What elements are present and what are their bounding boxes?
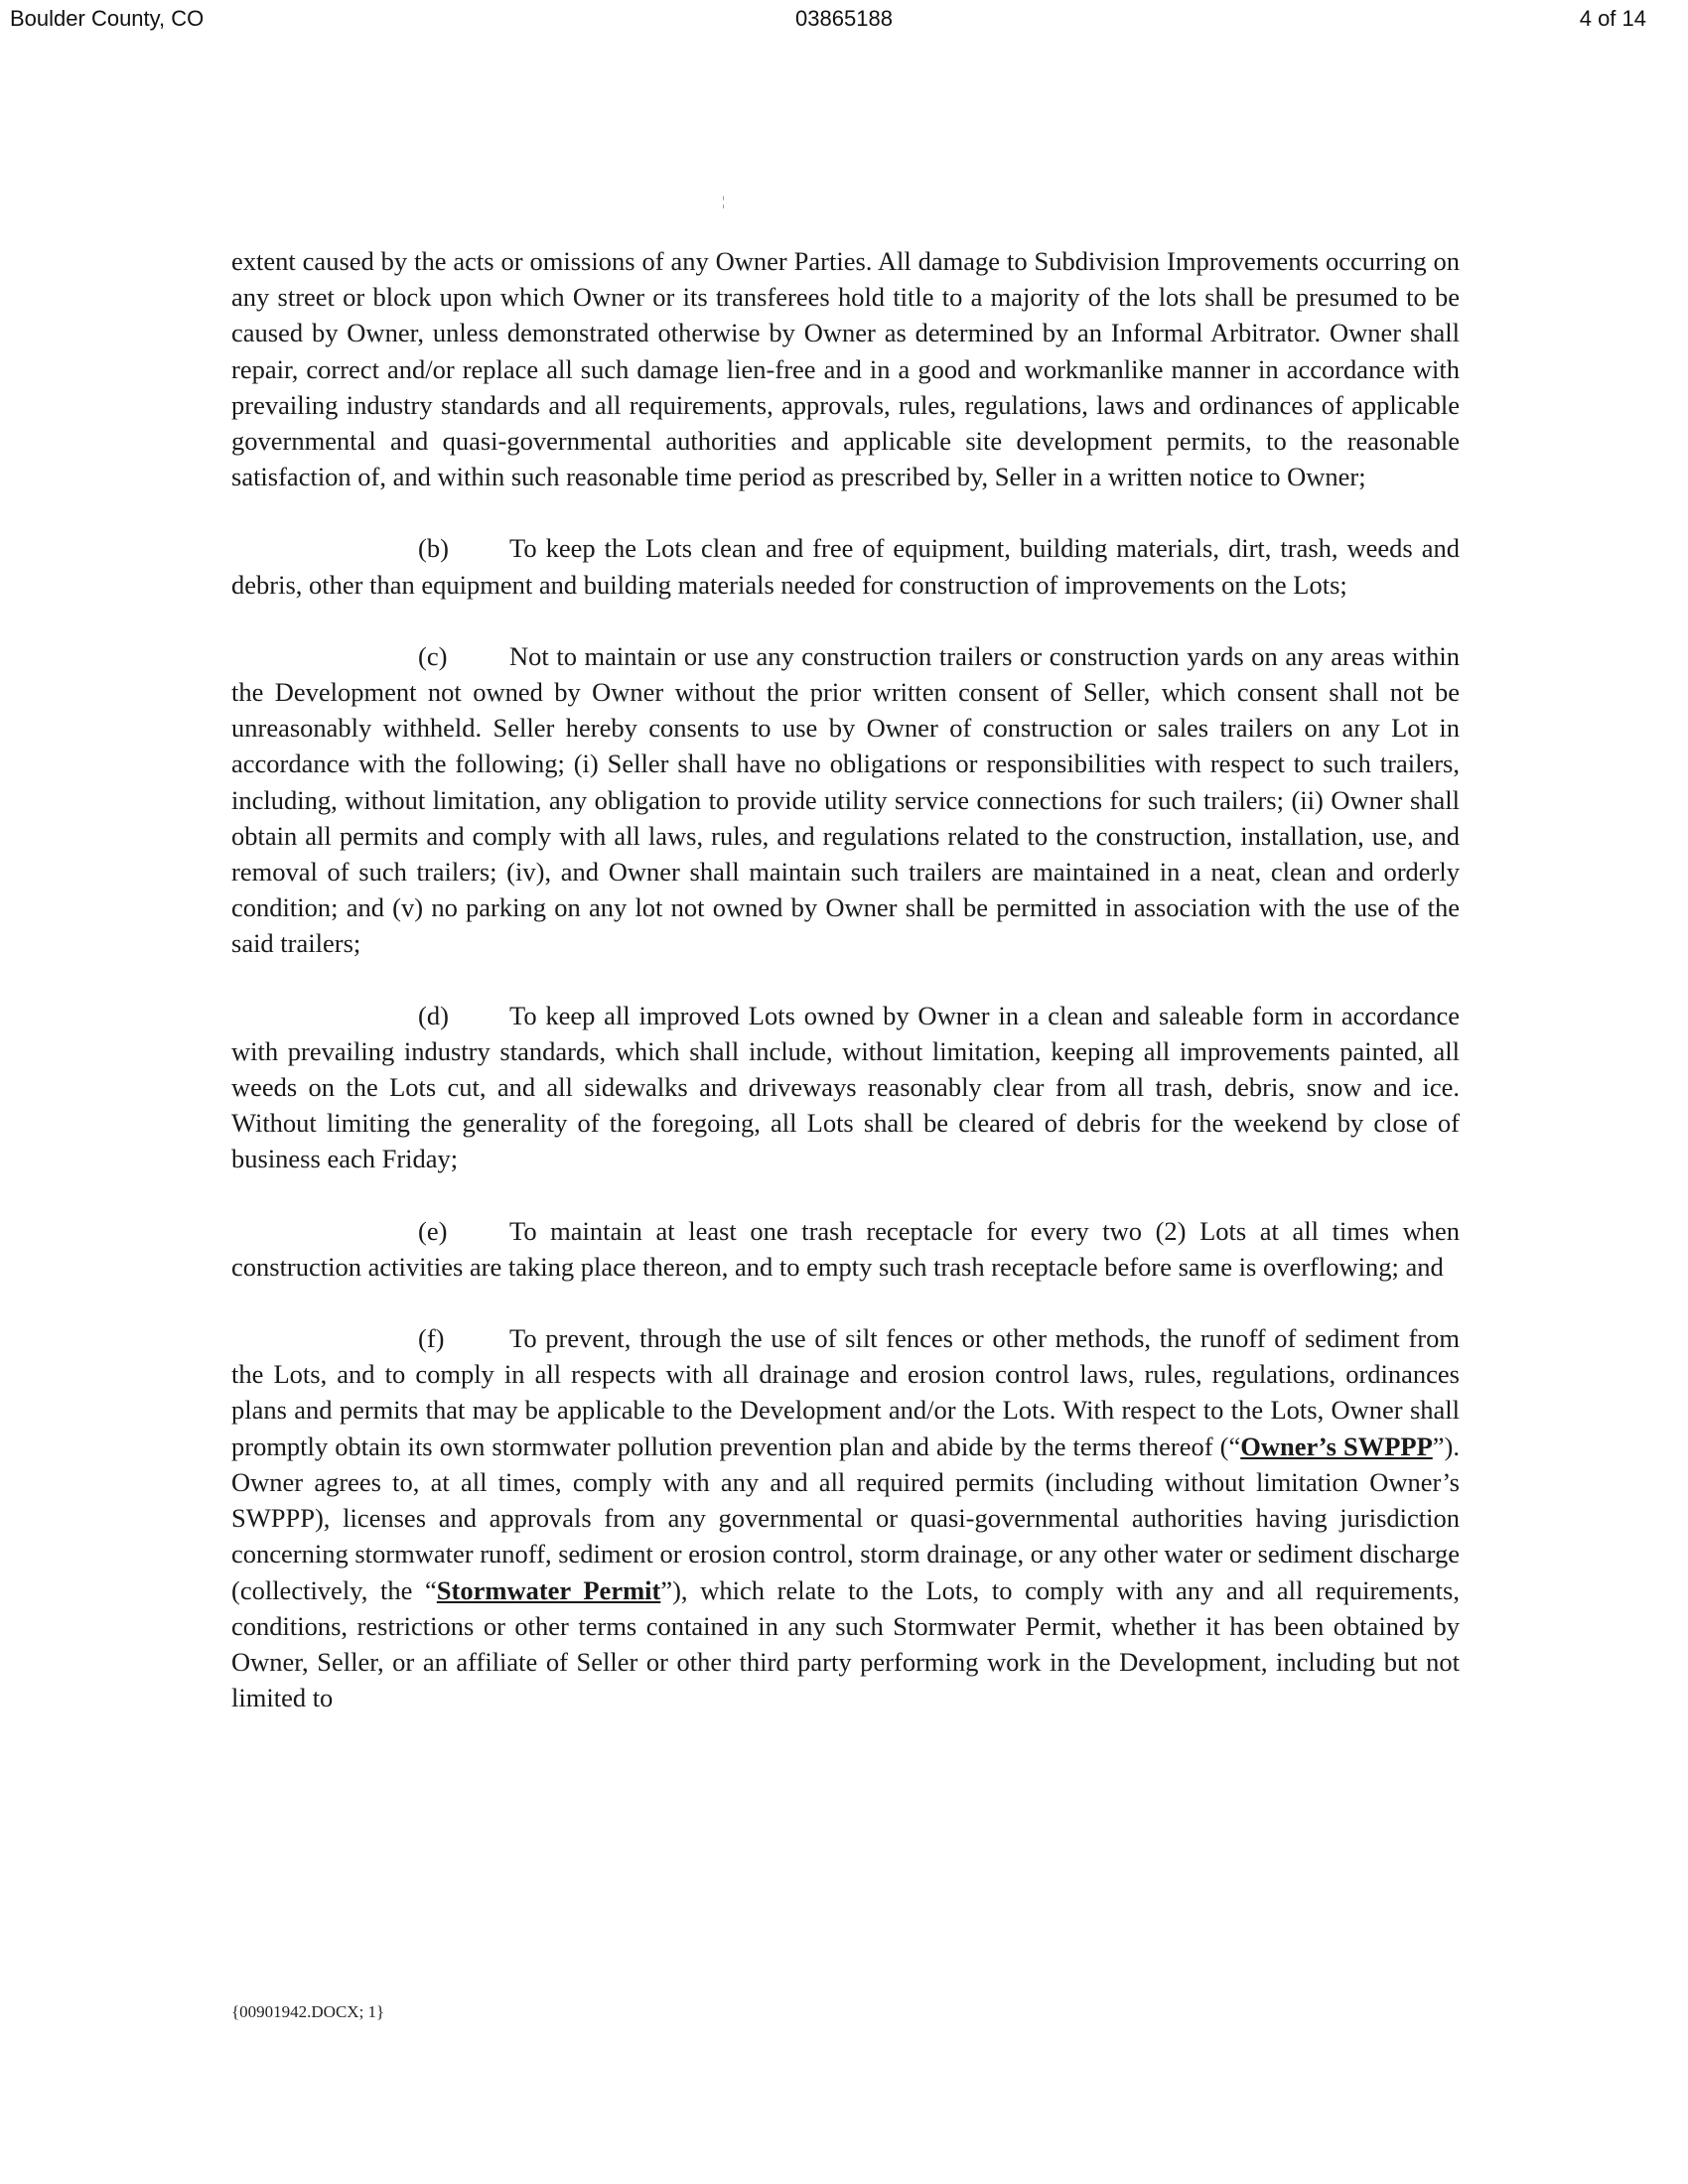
paragraph-e-text: To maintain at least one trash receptacle for every two (2) Lots at all times when construction activities are taking place thereon, and to empty such trash receptacle before same is overflowing; and [231, 1215, 1460, 1282]
reception-number: 03865188 [795, 6, 893, 31]
county-label: Boulder County, CO [10, 6, 205, 31]
paragraph-f-label: (f) [418, 1323, 445, 1354]
paragraph-f-text-1: To prevent, through the use of silt fences or other methods, the runoff of sediment from the Lots, and to comply in all respects with all drainage and erosion control laws, rules, regulations, ordinances plans and permits that may be applicable to the Development and/or the Lots. With respect to the Lots, Owner shall promptly obtain its own stormwater pollution prevention plan and abide by the terms thereof (“ [231, 1323, 1460, 1461]
footer-doc-id: {00901942.DOCX; 1} [231, 2002, 385, 2021]
paragraph-c-text: Not to maintain or use any construction trailers or construction yards on any areas within the Development not owned by Owner without the prior written consent of Seller, which consent shall not be unreasonably withheld. Seller hereby consents to use by Owner of construction or sales trailers on any Lot in accordance with the following; (i) Seller shall have no obligations or responsibilities with respect to such trailers, including, without limitation, any obligation to provide utility service connections for such trailers; (ii) Owner shall obtain all permits and comply with all laws, rules, and regulations related to the construction, installation, use, and removal of such trailers; (iv), and Owner shall maintain such trailers are maintained in a neat, clean and orderly condition; and (v) no parking on any lot not owned by Owner shall be permitted in association with the use of the said trailers; [231, 640, 1460, 959]
paragraph-d-label: (d) [418, 1000, 449, 1030]
defined-term-owners-swppp: Owner’s SWPPP [1240, 1431, 1433, 1461]
paragraph-f-text-2: ”). Owner agrees to, at all times, comply with any and all required permits (including without limitation Owner’s SWPPP), licenses and approvals from any governmental or quasi-governmental authorities having jurisdiction concerning stormwater runoff, sediment or erosion control, storm drainage, or any other water or sediment discharge (collectively, the “ [231, 1431, 1460, 1605]
page-header [0, 6, 1688, 40]
paragraph-f [231, 1320, 1460, 1715]
page-indicator: 4 of 14 [1579, 6, 1646, 31]
paragraph-d [231, 998, 1460, 1177]
document-body [231, 243, 1460, 1715]
paragraph-e-label: (e) [418, 1215, 448, 1246]
paragraph-b [231, 530, 1460, 602]
paragraph-c-label: (c) [418, 640, 448, 671]
paragraph-b-text: To keep the Lots clean and free of equipment, building materials, dirt, trash, weeds and debris, other than equipment and building materials needed for construction of improvements on the Lots; [231, 533, 1460, 600]
paragraph-continuation: extent caused by the acts or omissions of any Owner Parties. All damage to Subdivision Improvements occurring on any street or block upon which Owner or its transferees hold title to a majority of the lots shall be presumed to be caused by Owner, unless demonstrated otherwise by Owner as determined by an Informal Arbitrator. Owner shall repair, correct and/or replace all such damage lien-free and in a good and workmanlike manner in accordance with prevailing industry standards and all requirements, approvals, rules, regulations, laws and ordinances of applicable governmental and quasi-governmental authorities and applicable site development permits, to the reasonable satisfaction of, and within such reasonable time period as prescribed by, Seller in a written notice to Owner; [231, 246, 1460, 492]
defined-term-stormwater-permit: Stormwater Permit [436, 1574, 661, 1605]
paragraph-d-text: To keep all improved Lots owned by Owner in a clean and saleable form in accordance with prevailing industry standards, which shall include, without limitation, keeping all improvements painted, all weeds on the Lots cut, and all sidewalks and driveways reasonably clear from all trash, debris, snow and ice. Without limiting the generality of the foregoing, all Lots shall be cleared of debris for the weekend by close of business each Friday; [231, 1000, 1460, 1174]
paragraph-c [231, 638, 1460, 962]
paragraph-b-label: (b) [418, 533, 449, 564]
paragraph-e [231, 1213, 1460, 1285]
paragraph-f-text-3: ”), which relate to the Lots, to comply with any and all requirements, conditions, restrictions or other terms contained in any such Stormwater Permit, whether it has been obtained by Owner, Seller, or an affiliate of Seller or other third party performing work in the Development, including but not limited to [231, 1574, 1460, 1713]
stray-mark: ¦ [722, 195, 725, 209]
